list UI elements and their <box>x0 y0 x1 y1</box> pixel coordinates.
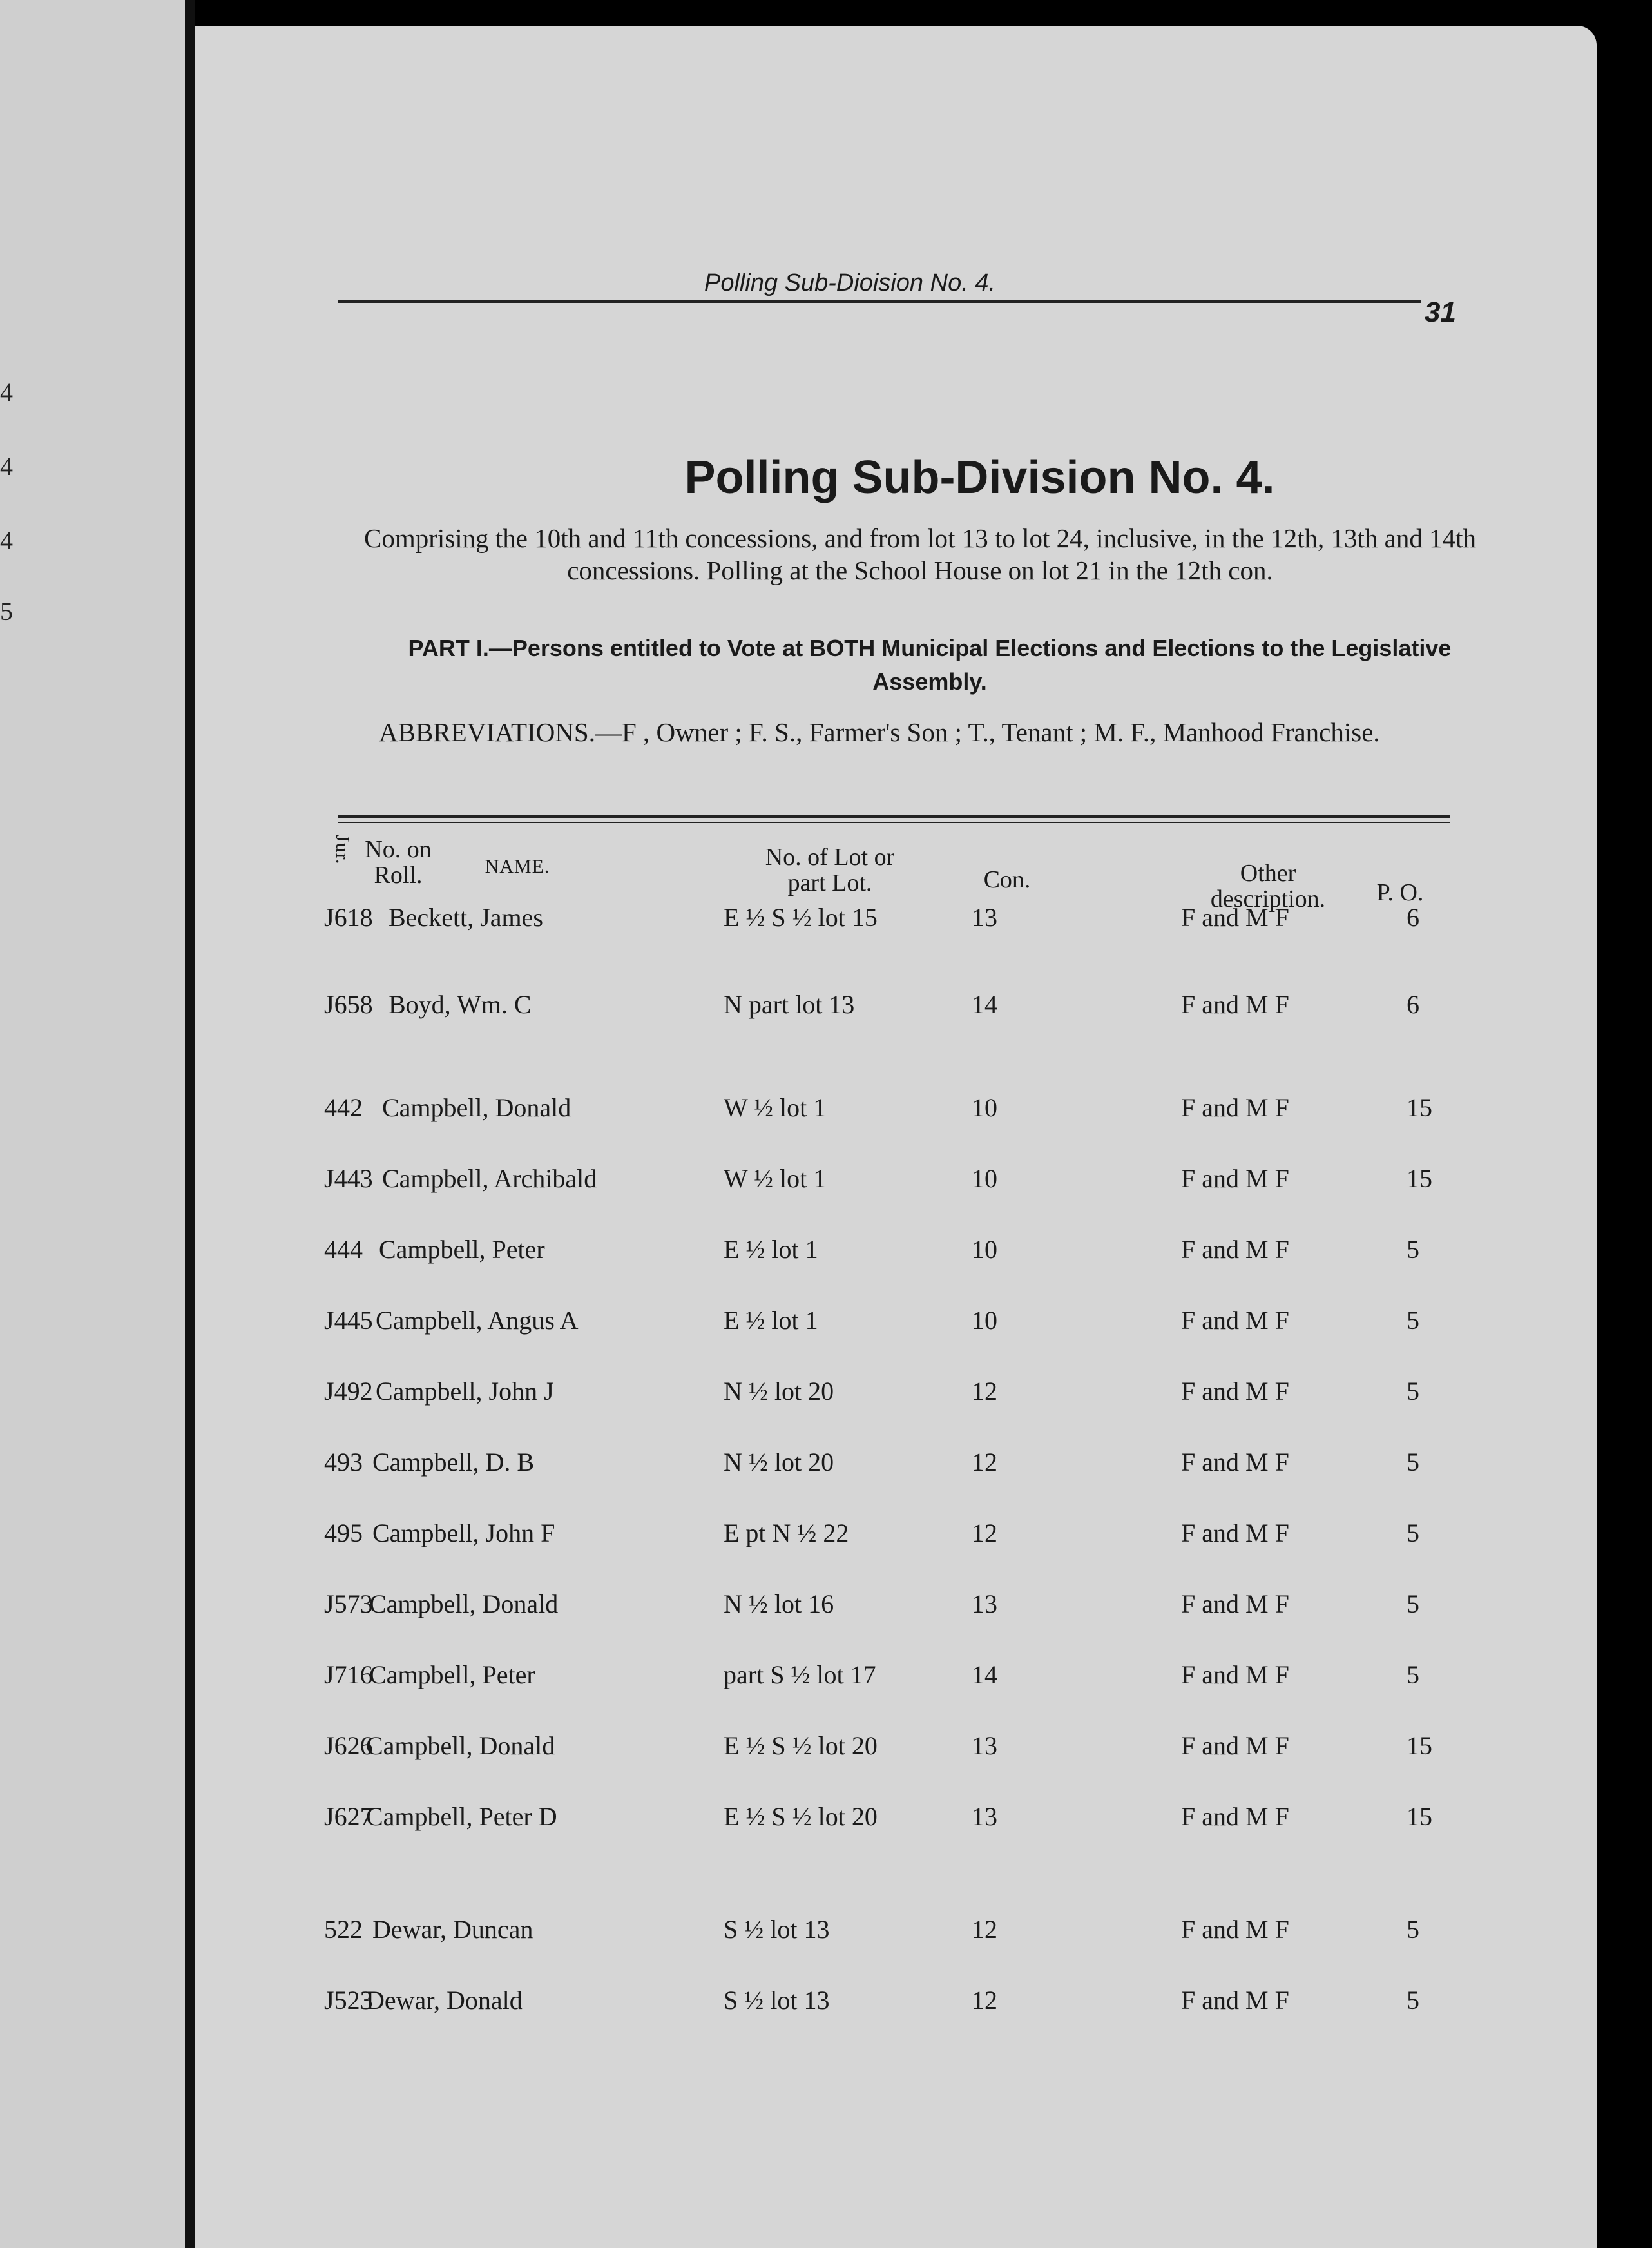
cell-name: Dewar, Duncan <box>372 1915 533 1944</box>
header-other-description: Other description. <box>1210 860 1326 913</box>
cell-po: 5 <box>1407 1306 1419 1335</box>
header-lot: No. of Lot or part Lot. <box>765 844 895 896</box>
margin-number: 5 <box>0 597 13 626</box>
cell-lot: E ½ S ½ lot 20 <box>724 1731 878 1760</box>
cell-name: Campbell, Peter <box>369 1660 535 1689</box>
cell-desc: F and M F <box>1181 1660 1289 1689</box>
cell-no: 493 <box>324 1448 363 1477</box>
cell-con: 12 <box>972 1448 997 1477</box>
cell-po: 5 <box>1407 1448 1419 1477</box>
table-row <box>195 1518 1597 1550</box>
cell-lot: E ½ lot 1 <box>724 1235 818 1264</box>
table-row <box>195 989 1597 1022</box>
cell-po: 5 <box>1407 1235 1419 1264</box>
header-name: NAME. <box>485 856 550 877</box>
cell-desc: F and M F <box>1181 1731 1289 1760</box>
cell-con: 13 <box>972 1589 997 1618</box>
cell-name: Campbell, Peter <box>379 1235 545 1264</box>
table-top-rule <box>338 815 1450 818</box>
cell-desc: F and M F <box>1181 1448 1289 1477</box>
cell-no: J492 <box>324 1377 373 1406</box>
table-row <box>195 1589 1597 1621</box>
cell-con: 10 <box>972 1235 997 1264</box>
page-number: 31 <box>1425 296 1456 328</box>
cell-name: Campbell, Angus A <box>376 1306 579 1335</box>
cell-con: 10 <box>972 1164 997 1193</box>
cell-con: 14 <box>972 990 997 1019</box>
cell-po: 5 <box>1407 1986 1419 2015</box>
cell-desc: F and M F <box>1181 903 1289 932</box>
cell-lot: E ½ lot 1 <box>724 1306 818 1335</box>
cell-no: J523 <box>324 1986 373 2015</box>
cell-name: Campbell, John F <box>372 1518 555 1547</box>
cell-name: Campbell, Donald <box>382 1093 571 1122</box>
cell-lot: E pt N ½ 22 <box>724 1518 849 1547</box>
cell-desc: F and M F <box>1181 1306 1289 1335</box>
cell-no: 495 <box>324 1518 363 1547</box>
cell-lot: S ½ lot 13 <box>724 1986 830 2015</box>
part-heading: PART I.—Persons entitled to Vote at BOTH Municipal Elections and Elections to the Legislative Assembly. <box>408 635 1452 695</box>
cell-con: 14 <box>972 1660 997 1689</box>
cell-po: 15 <box>1407 1093 1432 1122</box>
cell-po: 6 <box>1407 990 1419 1019</box>
cell-po: 15 <box>1407 1802 1432 1831</box>
table-row <box>195 902 1597 935</box>
cell-po: 5 <box>1407 1915 1419 1944</box>
cell-name: Boyd, Wm. C <box>389 990 532 1019</box>
cell-desc: F and M F <box>1181 1377 1289 1406</box>
cell-desc: F and M F <box>1181 1164 1289 1193</box>
margin-number: 4 <box>0 378 13 407</box>
cell-name: Campbell, D. B <box>372 1448 535 1477</box>
cell-desc: F and M F <box>1181 1093 1289 1122</box>
cell-po: 6 <box>1407 903 1419 932</box>
page-title: Polling Sub-Division No. 4. <box>684 452 1275 503</box>
cell-con: 10 <box>972 1306 997 1335</box>
cell-no: 442 <box>324 1093 363 1122</box>
running-head-title: Polling Sub-Dioision No. 4. <box>704 269 996 296</box>
table-row <box>195 1730 1597 1763</box>
table-row <box>195 1914 1597 1946</box>
cell-name: Campbell, Archibald <box>382 1164 597 1193</box>
cell-no: J445 <box>324 1306 373 1335</box>
cell-lot: N part lot 13 <box>724 990 855 1019</box>
margin-number: 4 <box>0 452 13 481</box>
cell-lot: E ½ S ½ lot 15 <box>724 903 878 932</box>
cell-lot: W ½ lot 1 <box>724 1164 827 1193</box>
cell-desc: F and M F <box>1181 1802 1289 1831</box>
cell-desc: F and M F <box>1181 990 1289 1019</box>
table-row <box>195 1376 1597 1408</box>
table-row <box>195 1305 1597 1337</box>
cell-no: J716 <box>324 1660 373 1689</box>
margin-number: 4 <box>0 526 13 555</box>
cell-no: J443 <box>324 1164 373 1193</box>
table-row <box>195 1660 1597 1692</box>
facing-page-fragment <box>0 0 193 2248</box>
cell-lot: part S ½ lot 17 <box>724 1660 876 1689</box>
cell-lot: E ½ S ½ lot 20 <box>724 1802 878 1831</box>
cell-no: J658 <box>324 990 373 1019</box>
cell-lot: S ½ lot 13 <box>724 1915 830 1944</box>
cell-con: 12 <box>972 1915 997 1944</box>
cell-con: 13 <box>972 1731 997 1760</box>
cell-name: Campbell, Donald <box>366 1731 555 1760</box>
cell-name: Beckett, James <box>389 903 543 932</box>
cell-no: J626 <box>324 1731 373 1760</box>
cell-name: Campbell, John J <box>376 1377 554 1406</box>
cell-lot: W ½ lot 1 <box>724 1093 827 1122</box>
cell-con: 12 <box>972 1986 997 2015</box>
cell-name: Campbell, Donald <box>369 1589 559 1618</box>
cell-po: 15 <box>1407 1164 1432 1193</box>
cell-lot: N ½ lot 16 <box>724 1589 834 1618</box>
cell-po: 5 <box>1407 1377 1419 1406</box>
cell-no: J618 <box>324 903 373 932</box>
cell-no: J627 <box>324 1802 373 1831</box>
header-jur: Jur. <box>332 835 353 865</box>
cell-no: J573 <box>324 1589 373 1618</box>
header-po: P. O. <box>1376 879 1424 906</box>
table-row <box>195 1163 1597 1196</box>
cell-desc: F and M F <box>1181 1986 1289 2015</box>
division-description: Comprising the 10th and 11th concessions, and from lot 13 to lot 24, inclusive, in the 12th, 13th and 14th concessions. Polling at the School House on lot 21 in the 12th con. <box>363 523 1476 585</box>
cell-po: 5 <box>1407 1589 1419 1618</box>
cell-po: 15 <box>1407 1731 1432 1760</box>
cell-con: 12 <box>972 1518 997 1547</box>
cell-lot: N ½ lot 20 <box>724 1377 834 1406</box>
cell-lot: N ½ lot 20 <box>724 1448 834 1477</box>
header-rule <box>338 300 1421 303</box>
cell-con: 10 <box>972 1093 997 1122</box>
table-top-rule-thin <box>338 822 1450 823</box>
book-gutter <box>185 0 195 2248</box>
table-row <box>195 1801 1597 1834</box>
cell-desc: F and M F <box>1181 1915 1289 1944</box>
document-page <box>195 26 1597 2248</box>
table-row <box>195 1234 1597 1266</box>
header-roll-no: No. on Roll. <box>365 836 432 889</box>
abbreviations-note: ABBREVIATIONS.—F , Owner ; F. S., Farmer's Son ; T., Tenant ; M. F., Manhood Franchise. <box>379 717 1380 747</box>
table-row <box>195 1092 1597 1125</box>
table-row <box>195 1985 1597 2017</box>
cell-desc: F and M F <box>1181 1589 1289 1618</box>
cell-con: 12 <box>972 1377 997 1406</box>
cell-con: 13 <box>972 903 997 932</box>
cell-con: 13 <box>972 1802 997 1831</box>
cell-po: 5 <box>1407 1660 1419 1689</box>
cell-desc: F and M F <box>1181 1518 1289 1547</box>
cell-name: Campbell, Peter D <box>366 1802 557 1831</box>
cell-name: Dewar, Donald <box>366 1986 523 2015</box>
cell-no: 522 <box>324 1915 363 1944</box>
cell-no: 444 <box>324 1235 363 1264</box>
table-row <box>195 1447 1597 1479</box>
cell-desc: F and M F <box>1181 1235 1289 1264</box>
cell-po: 5 <box>1407 1518 1419 1547</box>
header-con: Con. <box>983 866 1031 893</box>
